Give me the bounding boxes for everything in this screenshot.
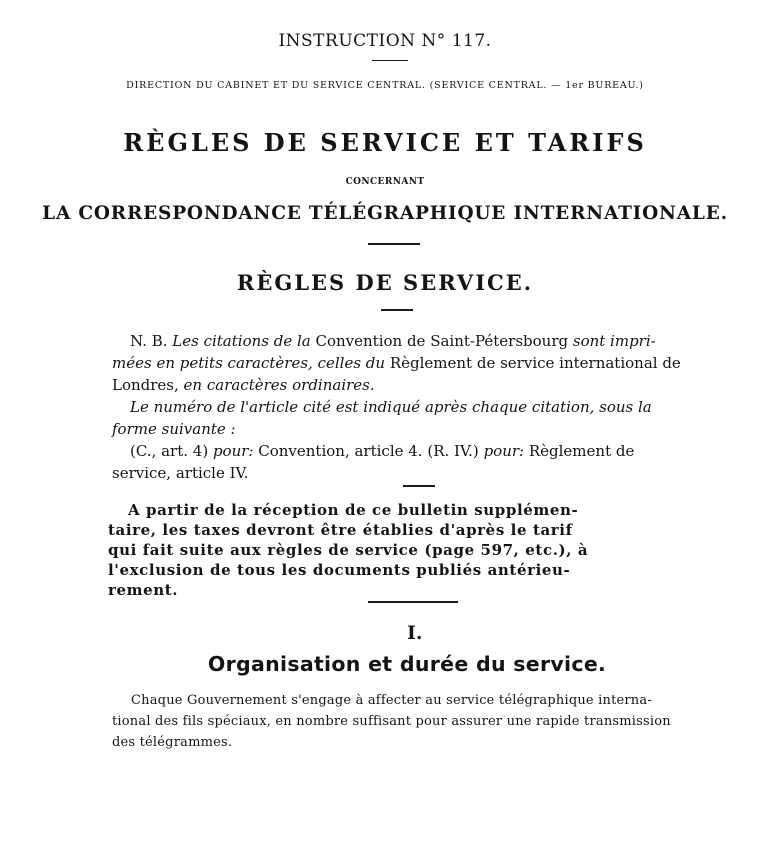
nb-text-italic: Les citations de la <box>172 332 311 350</box>
nb-line-2 <box>112 352 681 374</box>
title-regles-service: RÈGLES DE SERVICE. <box>236 270 534 295</box>
nb-line-7 <box>112 462 249 484</box>
instruction-number: INSTRUCTION N° 117. <box>278 31 492 51</box>
rule-under-notice <box>368 601 458 603</box>
nb-line-6 <box>130 440 634 462</box>
rule-under-regles <box>381 309 413 311</box>
nb-text: Règlement de <box>524 442 635 460</box>
section-title: Organisation et durée du service. <box>207 652 607 676</box>
notice-line-4: l'exclusion de tous les documents publiés antérieu- <box>108 561 571 579</box>
nb-text-italic: mées en petits caractères, celles du <box>112 354 386 372</box>
nb-line-4 <box>130 396 652 418</box>
rule-under-correspondance <box>368 243 420 245</box>
nb-text: Convention de Saint-Pétersbourg <box>310 332 573 350</box>
section-line-1: Chaque Gouvernement s'engage à affecter au service télégraphique interna- <box>131 693 652 708</box>
rule-under-instruction <box>372 60 408 61</box>
nb-text: Règlement de service international de <box>385 354 681 372</box>
notice-line-5: rement. <box>108 581 179 599</box>
nb-text: Convention, article 4. (R. IV.) <box>253 442 484 460</box>
nb-line-1 <box>130 330 656 352</box>
nb-text: (C., art. 4) <box>130 442 213 460</box>
section-line-2: tional des fils spéciaux, en nombre suffisant pour assurer une rapide transmission <box>112 714 671 729</box>
nb-text-italic: sont impri- <box>572 332 656 350</box>
nb-text-italic: pour: <box>212 442 254 460</box>
nb-text-italic: pour: <box>483 442 525 460</box>
section-line-3: des télégrammes. <box>112 735 233 750</box>
notice-line-3: qui fait suite aux règles de service (page 597, etc.), à <box>108 541 589 559</box>
nb-text-italic: forme suivante : <box>112 420 236 438</box>
nb-text-italic: Le numéro de l'article cité est indiqué après chaque citation, sous la <box>130 398 652 416</box>
nb-text: Londres, <box>112 376 184 394</box>
direction-line: DIRECTION DU CABINET ET DU SERVICE CENTRAL. (SERVICE CENTRAL. — 1er BUREAU.) <box>126 80 644 91</box>
nb-line-5 <box>112 418 236 440</box>
nb-line-3 <box>112 374 375 396</box>
notice-line-2: taire, les taxes devront être établies d'après le tarif <box>108 521 573 539</box>
section-number: I. <box>407 622 423 644</box>
nb-label: N. B. <box>130 332 173 350</box>
concernant-label: CONCERNANT <box>345 177 425 187</box>
rule-under-nb <box>403 485 435 487</box>
notice-line-1: A partir de la réception de ce bulletin supplémen- <box>128 501 579 519</box>
title-correspondance: LA CORRESPONDANCE TÉLÉGRAPHIQUE INTERNATIONALE. <box>42 203 728 224</box>
nb-text-italic: en caractères ordinaires. <box>183 376 375 394</box>
nb-text: service, article IV. <box>112 464 249 482</box>
title-regles-tarifs: RÈGLES DE SERVICE ET TARIFS <box>123 128 647 157</box>
